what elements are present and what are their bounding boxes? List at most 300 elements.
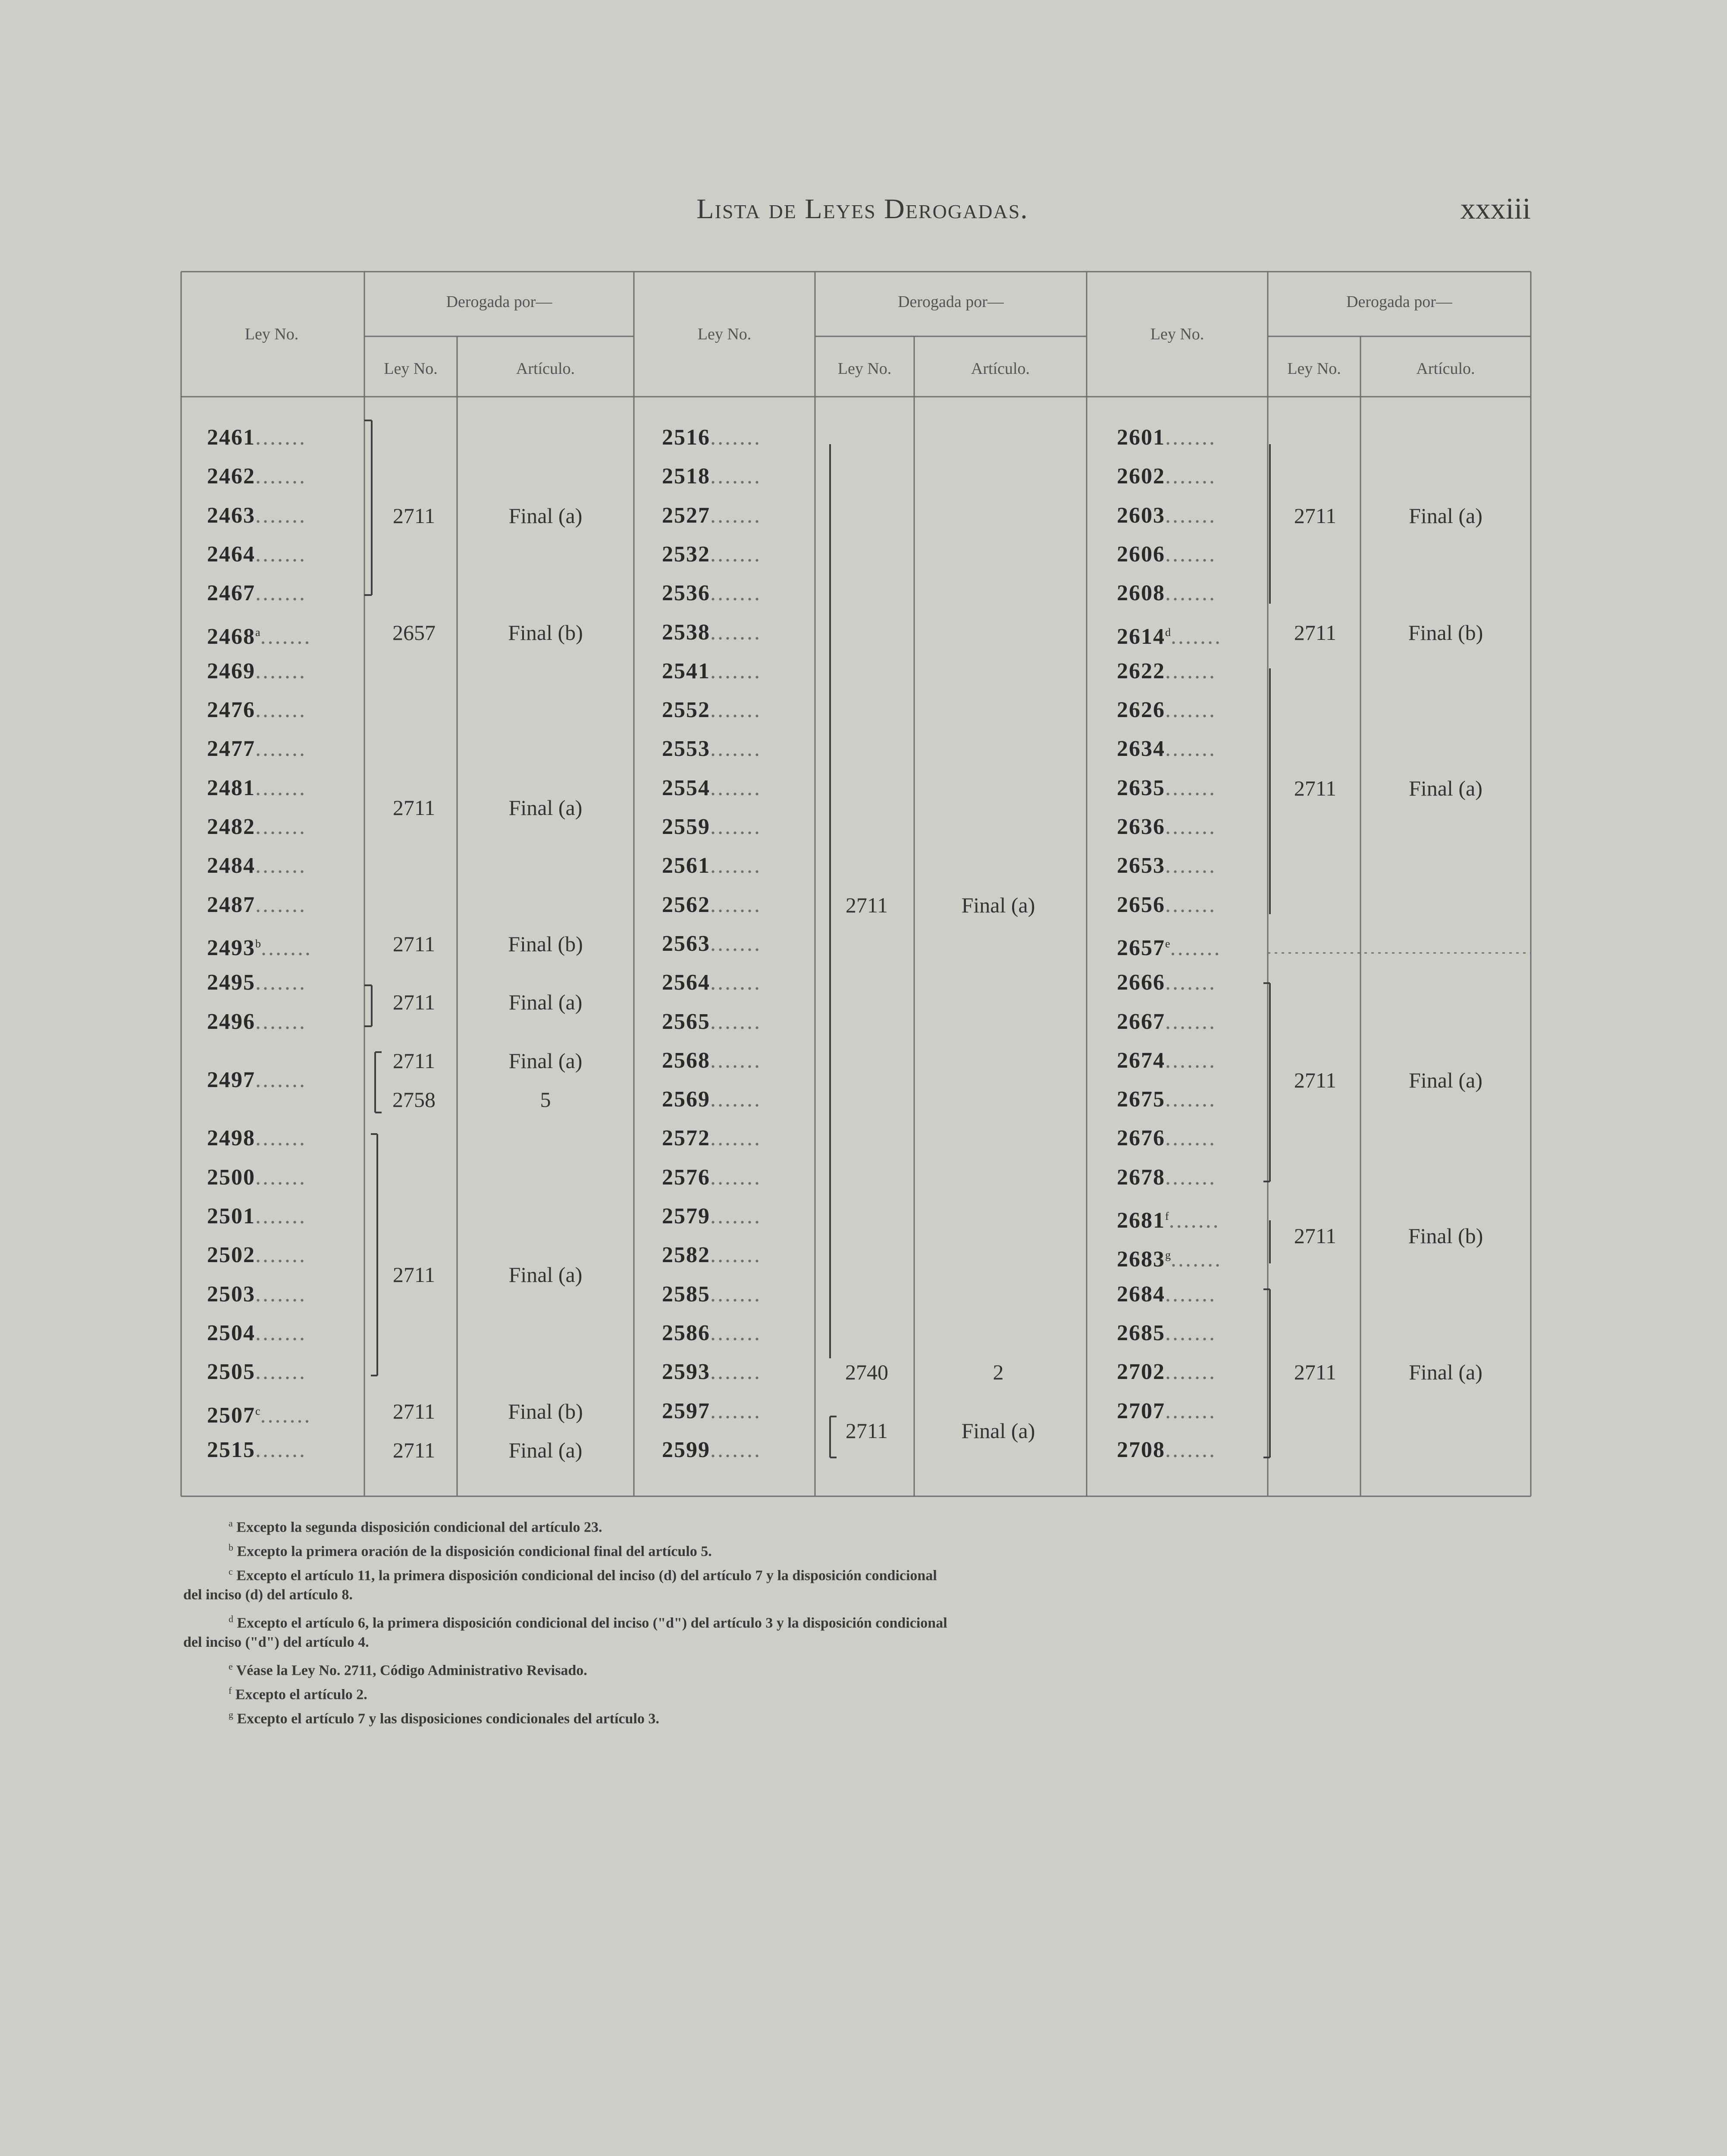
footnote-mark: a	[255, 626, 260, 639]
derogada-articulo: Final (a)	[1409, 776, 1483, 800]
ley-row	[1117, 769, 1266, 808]
ley-number: 2576	[662, 1165, 710, 1190]
ley-row	[1117, 1236, 1266, 1275]
ley-row	[662, 1392, 809, 1431]
leader-dots: .......	[1165, 464, 1216, 489]
derogada-ley: 2711	[392, 1438, 436, 1462]
ley-number: 2667	[1117, 1009, 1165, 1034]
ley-row	[207, 846, 362, 885]
ley-row	[1117, 1080, 1266, 1119]
ley-row	[1117, 1158, 1266, 1197]
ley-row	[662, 1431, 809, 1470]
footnote-a: $^a$ Excepto la segunda disposición condicional del artículo 23.	[229, 1518, 602, 1536]
ley-row	[1117, 1314, 1266, 1353]
ley-row	[1117, 1392, 1266, 1431]
leader-dots: .......	[710, 1243, 762, 1268]
ley-number: 2563	[662, 931, 710, 956]
leader-dots: .......	[710, 736, 762, 761]
leader-dots: .......	[255, 425, 307, 450]
derogada-ley: 2711	[392, 503, 436, 528]
ley-number: 2532	[662, 542, 710, 567]
ley-row	[662, 1236, 809, 1275]
ley-number: 2608	[1117, 581, 1165, 606]
ley-row	[1117, 1275, 1266, 1314]
col1-derogada-header: Derogada por—	[446, 293, 552, 311]
ley-number: 2622	[1117, 658, 1165, 683]
leader-dots: .......	[255, 736, 307, 761]
derogada-ley: 2711	[392, 990, 436, 1015]
leader-dots: .......	[260, 1403, 312, 1428]
col2-ley-header: Ley No.	[697, 325, 752, 343]
ley-row	[662, 691, 809, 730]
leader-dots: .......	[710, 1009, 762, 1034]
ley-row	[207, 730, 362, 768]
ley-number: 2585	[662, 1282, 710, 1307]
leader-dots: .......	[255, 1320, 307, 1345]
leader-dots: .......	[255, 1204, 307, 1228]
ley-number: 2707	[1117, 1398, 1165, 1423]
ley-number: 2463	[207, 503, 255, 528]
footnote-d: $^d$ Excepto el artículo 6, la primera disposición condicional del inciso ("d") del artículo 3 y la disposición condicional	[229, 1614, 947, 1631]
page-number: xxxiii	[1460, 192, 1531, 226]
ley-number: 2468	[207, 624, 255, 649]
ley-number: 2500	[207, 1165, 255, 1190]
ley-row	[662, 963, 809, 1002]
ley-row	[662, 496, 809, 535]
footnote-c: $^c$ Excepto el artículo 11, la primera disposición condicional del inciso (d) del artículo 7 y la disposición condicional	[229, 1566, 937, 1584]
leader-dots: .......	[1165, 1165, 1216, 1190]
ley-number: 2559	[662, 815, 710, 839]
col3-sub-ley-header: Ley No.	[1287, 360, 1341, 378]
footnote-f: $^f$ Excepto el artículo 2.	[229, 1685, 367, 1703]
ley-number: 2477	[207, 736, 255, 761]
ley-row	[1117, 535, 1266, 574]
col2-sub-ley-header: Ley No.	[837, 360, 892, 378]
derogada-ley: 2711	[1294, 503, 1337, 528]
derogada-ley: 2711	[1294, 1068, 1337, 1092]
ley-row	[662, 1003, 809, 1041]
ley-row	[662, 1158, 809, 1197]
ley-row	[662, 418, 809, 457]
ley-row	[662, 652, 809, 691]
ley-row	[662, 457, 809, 496]
leader-dots: .......	[255, 1067, 307, 1092]
ley-row	[662, 574, 809, 613]
col3-ley-header: Ley No.	[1150, 325, 1204, 343]
leader-dots: .......	[710, 542, 762, 567]
ley-row	[207, 1353, 362, 1391]
ley-number: 2597	[662, 1398, 710, 1423]
ley-number: 2636	[1117, 815, 1165, 839]
footnote-mark: g	[1165, 1249, 1171, 1262]
ley-number: 2495	[207, 970, 255, 995]
derogada-ley: 2711	[1294, 620, 1337, 645]
ley-row	[207, 808, 362, 846]
leader-dots: .......	[1165, 775, 1216, 800]
leader-dots: .......	[1165, 503, 1216, 528]
ley-number: 2614	[1117, 624, 1165, 649]
derogada-ley: 2711	[1294, 776, 1337, 800]
ley-number: 2708	[1117, 1437, 1165, 1462]
derogada-ley: 2711	[392, 795, 436, 820]
ley-number: 2681	[1117, 1208, 1165, 1233]
derogada-articulo: Final (a)	[1409, 1068, 1483, 1092]
derogada-ley: 2758	[392, 1087, 436, 1112]
leader-dots: .......	[255, 1165, 307, 1190]
leader-dots: .......	[255, 970, 307, 995]
ley-number: 2469	[207, 658, 255, 683]
leader-dots: .......	[1165, 1009, 1216, 1034]
ley-row	[207, 1314, 362, 1353]
ley-number: 2552	[662, 698, 710, 723]
ley-row	[662, 613, 809, 652]
footnote-d-cont: del inciso ("d") del artículo 4.	[183, 1634, 369, 1650]
derogada-ley: 2711	[392, 1399, 436, 1423]
leader-dots: .......	[1165, 425, 1216, 450]
derogada-ley: 2711	[392, 931, 436, 956]
ley-number: 2464	[207, 542, 255, 567]
leader-dots: .......	[1165, 542, 1216, 567]
ley-number: 2538	[662, 620, 710, 645]
leader-dots: .......	[255, 542, 307, 567]
ley-number: 2516	[662, 425, 710, 450]
leader-dots: .......	[255, 1243, 307, 1268]
derogada-articulo: Final (a)	[1409, 1360, 1483, 1385]
leader-dots: .......	[710, 464, 762, 489]
ley-number: 2507	[207, 1403, 255, 1428]
leader-dots: .......	[710, 892, 762, 917]
leader-dots: .......	[710, 1398, 762, 1423]
derogada-articulo: 5	[540, 1087, 551, 1112]
ley-row	[207, 1392, 362, 1431]
ley-number: 2568	[662, 1048, 710, 1073]
leader-dots: .......	[1165, 1282, 1216, 1307]
derogada-articulo: Final (b)	[1408, 1224, 1483, 1248]
ley-number: 2603	[1117, 503, 1165, 528]
leader-dots: .......	[710, 581, 762, 606]
ley-row	[207, 1275, 362, 1314]
leader-dots: .......	[255, 658, 307, 683]
ley-number: 2635	[1117, 775, 1165, 800]
leader-dots: .......	[1165, 1126, 1216, 1151]
derogada-ley: 2711	[392, 1263, 436, 1287]
derogada-ley: 2740	[845, 1360, 888, 1385]
leader-dots: .......	[1171, 1247, 1222, 1272]
leader-dots: .......	[710, 1048, 762, 1073]
ley-number: 2541	[662, 658, 710, 683]
ley-number: 2498	[207, 1126, 255, 1151]
derogada-articulo: Final (a)	[961, 893, 1035, 917]
leader-dots: .......	[1165, 581, 1216, 606]
ley-row	[207, 1119, 362, 1158]
ley-row	[662, 1080, 809, 1119]
ley-row	[1117, 1431, 1266, 1470]
derogada-ley: 2711	[392, 1048, 436, 1073]
footnote-c-cont: del inciso (d) del artículo 8.	[183, 1587, 353, 1603]
ley-number: 2554	[662, 775, 710, 800]
ley-row	[207, 1061, 362, 1100]
ley-number: 2493	[207, 935, 255, 960]
leader-dots: .......	[710, 1282, 762, 1307]
ley-number: 2599	[662, 1437, 710, 1462]
derogada-articulo: Final (b)	[508, 620, 583, 645]
ley-number: 2502	[207, 1243, 255, 1268]
leader-dots: .......	[255, 1126, 307, 1151]
ley-number: 2602	[1117, 464, 1165, 489]
col3-derogada-header: Derogada por—	[1346, 293, 1452, 311]
leader-dots: .......	[1165, 698, 1216, 723]
col2-derogada-header: Derogada por—	[898, 293, 1004, 311]
ley-number: 2487	[207, 892, 255, 917]
leader-dots: .......	[255, 464, 307, 489]
leader-dots: .......	[1165, 1087, 1216, 1112]
ley-row	[662, 808, 809, 846]
leader-dots: .......	[710, 620, 762, 645]
leader-dots: .......	[1165, 658, 1216, 683]
col1-ley-header: Ley No.	[244, 325, 299, 343]
ley-row	[207, 691, 362, 730]
leader-dots: .......	[1165, 1360, 1216, 1385]
derogada-articulo: Final (a)	[961, 1418, 1035, 1443]
leader-dots: .......	[1165, 970, 1216, 995]
ley-row	[1117, 418, 1266, 457]
ley-row	[207, 652, 362, 691]
ley-number: 2601	[1117, 425, 1165, 450]
ley-number: 2462	[207, 464, 255, 489]
derogada-ley: 2711	[845, 1418, 888, 1443]
ley-row	[207, 769, 362, 808]
ley-number: 2496	[207, 1009, 255, 1034]
ley-row	[207, 496, 362, 535]
ley-row	[662, 1041, 809, 1080]
ley-row	[207, 418, 362, 457]
ley-row	[1117, 1041, 1266, 1080]
ley-row	[1117, 691, 1266, 730]
ley-number: 2461	[207, 425, 255, 450]
leader-dots: .......	[710, 775, 762, 800]
ley-row	[207, 886, 362, 924]
ley-row	[1117, 886, 1266, 924]
derogada-ley: 2711	[1294, 1360, 1337, 1385]
footnote-g: $^g$ Excepto el artículo 7 y las disposiciones condicionales del artículo 3.	[229, 1709, 659, 1727]
leader-dots: .......	[255, 1282, 307, 1307]
ley-number: 2666	[1117, 970, 1165, 995]
col3-sub-art-header: Artículo.	[1416, 360, 1475, 378]
ley-number: 2536	[662, 581, 710, 606]
ley-number: 2683	[1117, 1247, 1165, 1272]
derogada-articulo: Final (b)	[508, 1399, 583, 1423]
footnote-mark: c	[255, 1404, 260, 1417]
leader-dots: .......	[710, 970, 762, 995]
ley-row	[1117, 963, 1266, 1002]
ley-row	[662, 1314, 809, 1353]
leader-dots: .......	[1165, 815, 1216, 839]
leader-dots: .......	[1165, 1437, 1216, 1462]
footnote-b: $^b$ Excepto la primera oración de la disposición condicional final del artículo 5.	[229, 1542, 712, 1560]
leader-dots: .......	[1165, 1048, 1216, 1073]
derogada-articulo: Final (a)	[508, 795, 583, 820]
leader-dots: .......	[1171, 624, 1222, 649]
derogada-articulo: Final (a)	[508, 503, 583, 528]
leader-dots: .......	[1165, 853, 1216, 878]
ley-number: 2484	[207, 853, 255, 878]
ley-row	[662, 886, 809, 924]
ley-row	[207, 963, 362, 1002]
ley-row	[207, 1236, 362, 1275]
ley-row	[1117, 574, 1266, 613]
ley-number: 2505	[207, 1360, 255, 1385]
ley-row	[662, 730, 809, 768]
leader-dots: .......	[710, 1087, 762, 1112]
footnote-mark: b	[255, 937, 261, 950]
leader-dots: .......	[1165, 736, 1216, 761]
leader-dots: .......	[710, 853, 762, 878]
footnote-mark: f	[1165, 1210, 1169, 1222]
ley-number: 2582	[662, 1243, 710, 1268]
leader-dots: .......	[1170, 935, 1222, 960]
leader-dots: .......	[710, 1320, 762, 1345]
ley-number: 2678	[1117, 1165, 1165, 1190]
ley-row	[1117, 846, 1266, 885]
leader-dots: .......	[710, 931, 762, 956]
ley-number: 2586	[662, 1320, 710, 1345]
ley-row	[207, 1158, 362, 1197]
ley-number: 2497	[207, 1067, 255, 1092]
ley-row	[1117, 613, 1266, 652]
ley-row	[1117, 457, 1266, 496]
leader-dots: .......	[255, 1437, 307, 1462]
leader-dots: .......	[261, 935, 312, 960]
leader-dots: .......	[255, 815, 307, 839]
ley-number: 2565	[662, 1009, 710, 1034]
derogada-ley: 2711	[1294, 1224, 1337, 1248]
ley-row	[207, 1431, 362, 1470]
ley-number: 2674	[1117, 1048, 1165, 1073]
ley-row	[1117, 1197, 1266, 1236]
ley-row	[207, 457, 362, 496]
ley-number: 2657	[1117, 935, 1165, 960]
ley-number: 2656	[1117, 892, 1165, 917]
ley-number: 2626	[1117, 698, 1165, 723]
leader-dots: .......	[255, 775, 307, 800]
ley-number: 2518	[662, 464, 710, 489]
ley-row	[1117, 1119, 1266, 1158]
ley-row	[207, 1003, 362, 1041]
ley-row	[662, 1119, 809, 1158]
footnote-e: $^e$ Véase la Ley No. 2711, Código Administrativo Revisado.	[229, 1661, 587, 1679]
ley-number: 2634	[1117, 736, 1165, 761]
ley-number: 2569	[662, 1087, 710, 1112]
derogada-articulo: Final (a)	[508, 1263, 583, 1287]
ley-number: 2675	[1117, 1087, 1165, 1112]
leader-dots: .......	[710, 503, 762, 528]
derogada-articulo: Final (a)	[508, 1048, 583, 1073]
leader-dots: .......	[710, 1437, 762, 1462]
derogada-articulo: Final (a)	[508, 1438, 583, 1462]
ley-row	[207, 924, 362, 963]
ley-number: 2685	[1117, 1320, 1165, 1345]
leader-dots: .......	[710, 425, 762, 450]
ley-row	[662, 1275, 809, 1314]
ley-number: 2481	[207, 775, 255, 800]
ley-row	[207, 613, 362, 652]
ley-row	[1117, 1003, 1266, 1041]
leader-dots: .......	[255, 853, 307, 878]
leader-dots: .......	[710, 698, 762, 723]
ley-row	[1117, 808, 1266, 846]
page-title: Lista de Leyes Derogadas.	[696, 193, 1028, 225]
ley-row	[1117, 1353, 1266, 1391]
ley-row	[207, 535, 362, 574]
ley-row	[662, 846, 809, 885]
ley-number: 2572	[662, 1126, 710, 1151]
col1-sub-art-header: Artículo.	[516, 360, 575, 378]
ley-number: 2561	[662, 853, 710, 878]
footnote-mark: d	[1165, 626, 1171, 639]
ley-number: 2562	[662, 892, 710, 917]
derogada-ley: 2711	[845, 893, 888, 917]
ley-number: 2504	[207, 1320, 255, 1345]
leader-dots: .......	[710, 1204, 762, 1228]
ley-row	[1117, 496, 1266, 535]
col2-sub-art-header: Artículo.	[971, 360, 1030, 378]
leader-dots: .......	[260, 624, 312, 649]
ley-number: 2653	[1117, 853, 1165, 878]
derogada-articulo: 2	[993, 1360, 1004, 1385]
ley-number: 2606	[1117, 542, 1165, 567]
leader-dots: .......	[255, 698, 307, 723]
ley-number: 2482	[207, 815, 255, 839]
ley-row	[662, 535, 809, 574]
leader-dots: .......	[710, 1165, 762, 1190]
derogada-articulo: Final (b)	[1408, 620, 1483, 645]
ley-row	[207, 1197, 362, 1236]
col1-sub-ley-header: Ley No.	[384, 360, 438, 378]
ley-number: 2676	[1117, 1126, 1165, 1151]
ley-row	[662, 1197, 809, 1236]
ley-number: 2553	[662, 736, 710, 761]
leader-dots: .......	[710, 1126, 762, 1151]
ley-row	[1117, 652, 1266, 691]
leader-dots: .......	[710, 815, 762, 839]
leader-dots: .......	[255, 503, 307, 528]
ley-number: 2564	[662, 970, 710, 995]
ley-row	[662, 1353, 809, 1391]
leader-dots: .......	[255, 892, 307, 917]
ley-row	[1117, 924, 1266, 963]
leader-dots: .......	[255, 1009, 307, 1034]
ley-row	[1117, 730, 1266, 768]
ley-number: 2579	[662, 1204, 710, 1228]
leader-dots: .......	[710, 1360, 762, 1385]
derogada-ley: 2657	[392, 620, 436, 645]
leader-dots: .......	[1169, 1208, 1220, 1233]
ley-number: 2503	[207, 1282, 255, 1307]
leader-dots: .......	[1165, 1398, 1216, 1423]
ley-number: 2702	[1117, 1360, 1165, 1385]
derogada-articulo: Final (b)	[508, 931, 583, 956]
derogada-articulo: Final (a)	[1409, 503, 1483, 528]
ley-row	[662, 769, 809, 808]
ley-number: 2684	[1117, 1282, 1165, 1307]
ley-number: 2476	[207, 698, 255, 723]
derogada-articulo: Final (a)	[508, 990, 583, 1015]
ley-number: 2527	[662, 503, 710, 528]
ley-number: 2501	[207, 1204, 255, 1228]
footnote-mark: e	[1165, 937, 1170, 950]
leader-dots: .......	[255, 581, 307, 606]
leader-dots: .......	[255, 1360, 307, 1385]
